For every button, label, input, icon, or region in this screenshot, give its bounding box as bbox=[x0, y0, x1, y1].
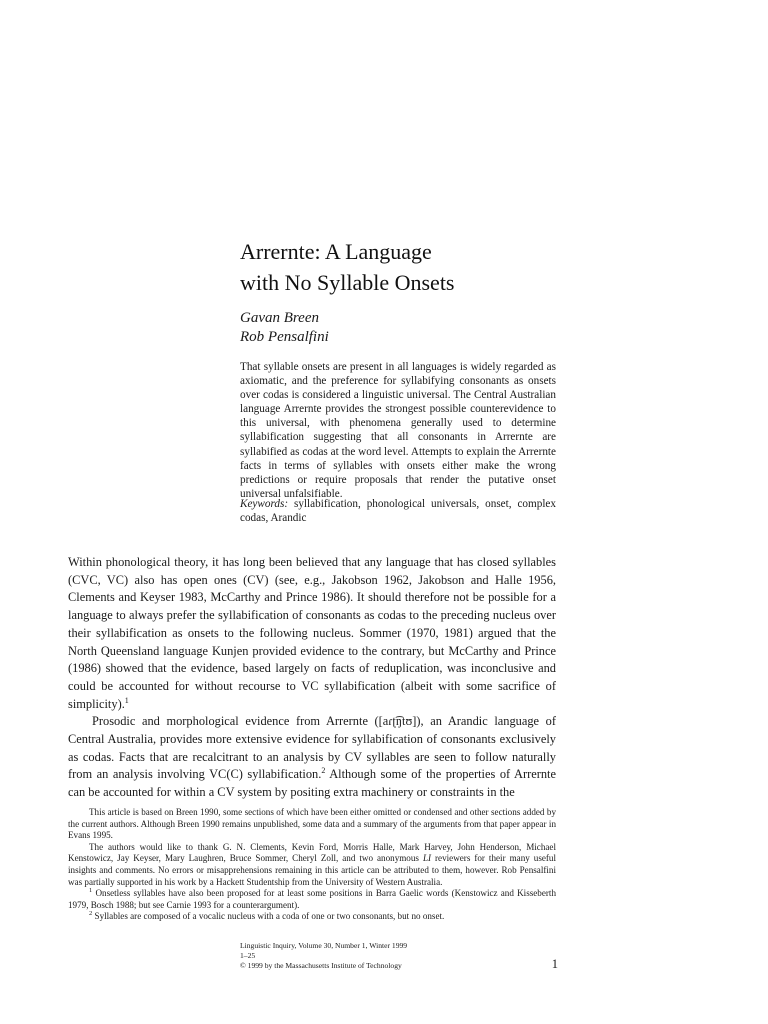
body-paragraph-text: Prosodic and morphological evidence from Arrernte ([aɾʈ͡ŋtʊ]), an Arandic language of Central Australia, provides more extensive evidence for syllabification of consonants exclusively as codas. Facts that are recalcitrant to an analysis by CV syllables are seen to follow naturally from an analysis involving VC(C) syllabification. bbox=[68, 714, 556, 782]
footnote bbox=[68, 911, 556, 923]
body-text bbox=[68, 554, 556, 802]
article-title-line-1: Arrernte: A Language bbox=[240, 239, 432, 264]
publication-info bbox=[240, 941, 407, 972]
page-range: 1–25 bbox=[240, 951, 256, 961]
footnote-text: Syllables are composed of a vocalic nucleus with a coda of one or two consonants, but no onset. bbox=[92, 911, 445, 922]
footnote-number: 2 bbox=[89, 910, 93, 918]
author-name: Gavan Breen bbox=[240, 310, 319, 326]
author-name: Rob Pensalfini bbox=[240, 329, 329, 345]
footnote-reference: 1 bbox=[124, 695, 129, 705]
keywords-text: syllabification, phonological universals, onset, complex codas, Arandic bbox=[240, 498, 556, 525]
abstract: That syllable onsets are present in all languages is widely regarded as axiomatic, and the preference for syllabifying consonants as onsets over codas is considered a linguistic universal. The Central Australian language Arrernte provides the strongest possible counterevidence to this universal, with phenomena generally used to determine syllabification suggesting that all consonants in Arrernte are syllabified as codas at the word level. Attempts to explain the Arrernte facts in terms of syllables with onsets either make the wrong predictions or require proposals that render the putative onset universal unfalsifiable. bbox=[240, 361, 556, 500]
acknowledgment-text: The authors would like to thank G. N. Clements, Kevin Ford, Morris Halle, Mark Harvey, John Henderson, Michael Kenstowicz, Jay Keyser, Mary Laughren, Bruce Sommer, Cheryl Zoll, and two anonymous bbox=[68, 841, 556, 864]
acknowledgment-note bbox=[68, 842, 556, 888]
keywords bbox=[240, 497, 556, 525]
copyright-notice: © 1999 by the Massachusetts Institute of Technology bbox=[240, 961, 402, 971]
author-list bbox=[240, 309, 560, 347]
footnote-reference: 2 bbox=[321, 766, 326, 776]
acknowledgment-text: reviewers for their many useful insights and comments. No errors or misapprehensions remaining in this article can be attributed to them, however. Rob Pensalfini was partially supported in his work by a Hackett Studentship from the University of Western Australia. bbox=[68, 853, 556, 887]
journal-citation: Linguistic Inquiry, Volume 30, Number 1, Winter 1999 bbox=[240, 941, 408, 950]
footnote bbox=[68, 888, 556, 911]
body-paragraph-text: Within phonological theory, it has long been believed that any language that has closed syllables (CVC, VC) also has open ones (CV) (see, e.g., Jakobson 1962, Jakobson and Halle 1956, Clements and Keyser 1983, McCarthy and Prince 1986). It should therefore not be possible for a language to always prefer the syllabification of consonants as codas to the preceding nucleus over their syllabification as onsets to the following nucleus. Sommer (1970, 1981) argued that the North Queensland language Kunjen provided evidence to the contrary, but McCarthy and Prince (1986) showed that the evidence, based largely on facts of reduplication, was inconclusive and could be accounted for without recourse to VC syllabification (albeit with some sacrifice of simplicity). bbox=[68, 555, 556, 711]
acknowledgment-note: This article is based on Breen 1990, some sections of which have been either omitted or condensed and other sections added by the current authors. Although Breen 1990 remains unpublished, some data and a summary of the arguments from that paper appear in Evans 1995. bbox=[68, 807, 556, 841]
article-title-line-2: with No Syllable Onsets bbox=[240, 270, 455, 295]
footnote-number: 1 bbox=[89, 887, 93, 895]
keywords-label: Keywords: bbox=[240, 498, 289, 510]
body-paragraph bbox=[68, 713, 556, 802]
footnotes bbox=[68, 807, 556, 923]
journal-abbreviation: LI bbox=[422, 853, 432, 864]
article-title bbox=[240, 236, 660, 298]
body-paragraph-text: Although some of the properties of Arrernte can be accounted for within a CV system by positing extra machinery or constraints in the bbox=[68, 767, 556, 800]
page-number: 1 bbox=[551, 957, 558, 971]
body-paragraph bbox=[68, 554, 556, 713]
footnote-text: Onsetless syllables have also been proposed for at least some positions in Barra Gaelic words (Kenstowicz and Kisseberth 1979, Bosch 1988; but see Carnie 1993 for a counterargument). bbox=[68, 888, 556, 910]
